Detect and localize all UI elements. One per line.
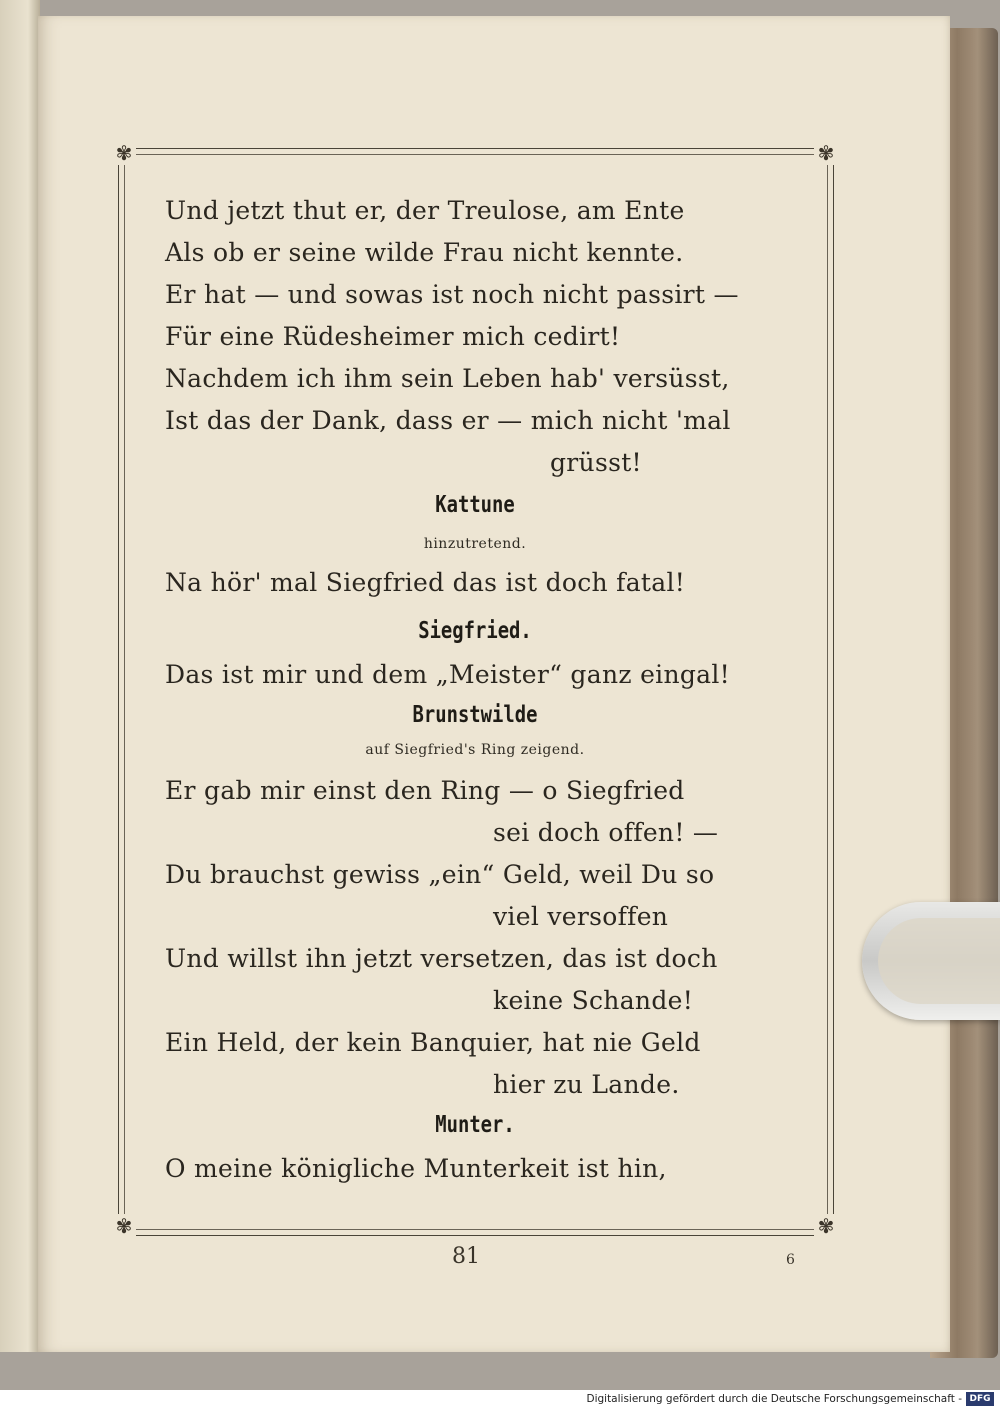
verse-line: Und jetzt thut er, der Treulose, am Ente [165,196,685,225]
verse-line: Ein Held, der kein Banquier, hat nie Geld [165,1028,701,1057]
verse-line: Du brauchst gewiss „ein“ Geld, weil Du so [165,860,715,889]
verse-line-continuation: grüsst! [550,448,642,477]
verse-line: Er hat — und sowas ist noch nicht passirt — [165,280,739,309]
verse-line: Und willst ihn jetzt versetzen, das ist doch [165,944,718,973]
speaker-name: Kattune [435,492,515,518]
left-page-edge [0,0,40,1352]
stage-direction: hinzutretend. [423,536,527,552]
verse-line: Er gab mir einst den Ring — o Siegfried [165,776,685,805]
speaker-name: Munter. [435,1112,515,1138]
dfg-logo-icon: DFG [966,1392,994,1406]
page-number: 81 [452,1244,480,1269]
verse-line: Als ob er seine wilde Frau nicht kennte. [165,238,684,267]
page-frame-inner [124,154,828,1230]
page-clip-opening [878,918,1000,1004]
corner-ornament-icon: ✾ [112,1214,136,1238]
corner-ornament-icon: ✾ [112,141,136,165]
verse-line: Nachdem ich ihm sein Leben hab' versüsst, [165,364,730,393]
verse-line: Für eine Rüdesheimer mich cedirt! [165,322,621,351]
verse-line-continuation: sei doch offen! — [493,818,719,847]
verse-line: Das ist mir und dem „Meister“ ganz eingal! [165,660,731,689]
verse-line: Ist das der Dank, dass er — mich nicht 'mal [165,406,731,435]
speaker-name: Siegfried. [418,618,532,644]
corner-ornament-icon: ✾ [814,141,838,165]
verse-line-continuation: keine Schande! [493,986,694,1015]
verse-line: O meine königliche Munterkeit ist hin, [165,1154,667,1183]
verse-line: Na hör' mal Siegfried das ist doch fatal! [165,568,686,597]
speaker-name: Brunstwilde [412,702,538,728]
stage-direction: auf Siegfried's Ring zeigend. [365,742,585,758]
signature-mark: 6 [786,1252,795,1268]
corner-ornament-icon: ✾ [814,1214,838,1238]
verse-line-continuation: viel versoffen [493,902,669,931]
funding-credit: Digitalisierung gefördert durch die Deutsche Forschungsgemeinschaft - [586,1393,962,1405]
verse-line-continuation: hier zu Lande. [493,1070,680,1099]
